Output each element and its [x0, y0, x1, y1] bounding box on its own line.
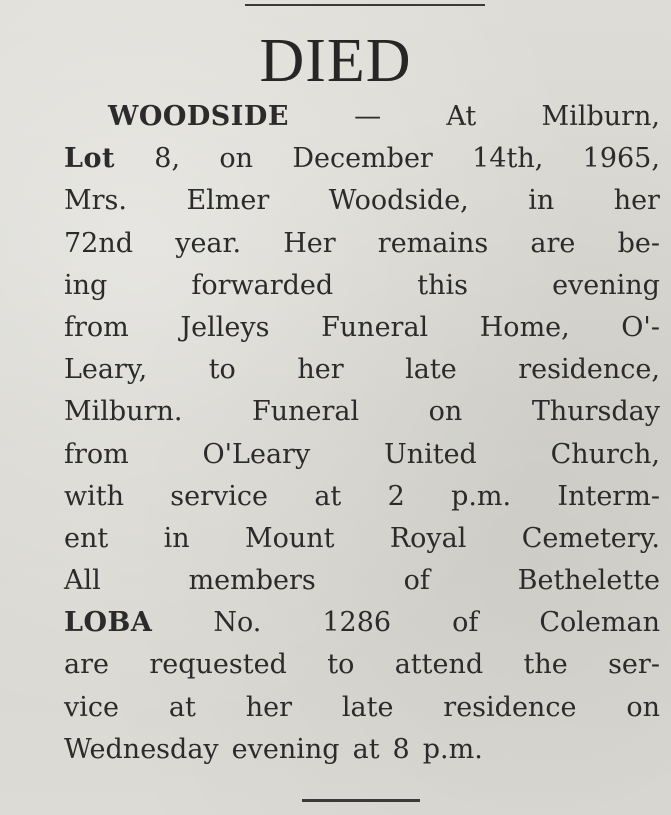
- obituary-heading: DIED: [259, 27, 412, 95]
- word: this: [417, 269, 468, 301]
- word: residence: [443, 691, 577, 723]
- text-line-10: [64, 476, 660, 518]
- word: Mount: [244, 522, 335, 554]
- word: be-: [617, 227, 660, 259]
- word: on: [626, 691, 660, 723]
- word: service: [170, 480, 269, 512]
- word: Lot: [64, 143, 115, 175]
- text-line-11: [64, 518, 660, 560]
- word: her: [297, 354, 344, 386]
- text-line-8: [64, 391, 660, 433]
- word: Thursday: [531, 396, 660, 428]
- text-line-12: [64, 560, 660, 602]
- word: requested: [149, 649, 287, 681]
- word: 14th,: [472, 143, 544, 175]
- word: At: [446, 101, 477, 132]
- word: to: [208, 354, 236, 386]
- word: Interm-: [557, 480, 660, 512]
- text-line-14: [64, 644, 660, 686]
- word: attend: [394, 649, 484, 681]
- word: Her: [283, 227, 336, 259]
- word: Mrs.: [64, 185, 127, 217]
- word: Woodside,: [328, 185, 469, 217]
- word: at: [168, 691, 196, 723]
- text-line-9: [64, 434, 660, 476]
- word: Bethelette: [517, 565, 660, 597]
- text-line-6: [64, 307, 660, 349]
- word: evening: [552, 269, 660, 301]
- word: her: [245, 691, 292, 723]
- text-line-5: [64, 265, 660, 307]
- text-line-1: [64, 96, 660, 138]
- word: at: [352, 733, 380, 765]
- word: at: [314, 480, 342, 512]
- word: residence,: [518, 354, 660, 386]
- text-line-4: [64, 223, 660, 265]
- obituary-text: [64, 96, 660, 771]
- word: Royal: [389, 522, 467, 554]
- word: Jelleys: [180, 311, 270, 343]
- word: Funeral: [321, 311, 429, 343]
- word: of: [403, 565, 430, 597]
- word: ing: [64, 269, 108, 301]
- word: evening: [231, 733, 340, 765]
- top-rule: [245, 4, 485, 6]
- word: remains: [377, 227, 489, 259]
- word: vice: [64, 691, 119, 723]
- word: ser-: [608, 649, 660, 681]
- word: p.m.: [451, 480, 512, 512]
- word: December: [292, 143, 433, 175]
- word: Leary,: [64, 354, 148, 386]
- word: WOODSIDE: [108, 101, 289, 132]
- word: Home,: [479, 311, 570, 343]
- word: Wednesday: [64, 733, 219, 765]
- word: O'-: [621, 311, 660, 343]
- text-line-2: [64, 138, 660, 180]
- word: on: [219, 143, 254, 175]
- word: LOBA: [64, 607, 153, 639]
- word: 1286: [322, 607, 392, 639]
- word: are: [530, 227, 576, 259]
- text-line-13: [64, 602, 660, 644]
- word: in: [528, 185, 555, 217]
- word: 72nd: [64, 227, 134, 259]
- word: in: [163, 522, 190, 554]
- word: late: [341, 691, 394, 723]
- word: the: [523, 649, 568, 681]
- word: are: [64, 649, 109, 681]
- word: ent: [64, 522, 109, 554]
- word: of: [452, 607, 479, 639]
- word: from: [64, 438, 129, 470]
- word: her: [613, 185, 660, 217]
- word: Cemetery.: [521, 522, 660, 554]
- word: Funeral: [251, 396, 360, 428]
- word: from: [64, 311, 129, 343]
- text-line-16: [64, 729, 660, 771]
- word: 1965,: [582, 143, 660, 175]
- word: to: [327, 649, 355, 681]
- text-line-3: [64, 180, 660, 222]
- word: p.m.: [422, 733, 483, 765]
- word: —: [354, 101, 382, 132]
- word: Church,: [550, 438, 660, 470]
- word: United: [383, 438, 477, 470]
- word: late: [405, 354, 457, 386]
- text-line-15: [64, 687, 660, 729]
- word: forwarded: [191, 269, 334, 301]
- word: Coleman: [539, 607, 660, 639]
- word: No.: [213, 607, 262, 639]
- word: All: [64, 565, 101, 597]
- word: Milburn.: [64, 396, 183, 428]
- word: year.: [175, 227, 242, 259]
- word: 8: [392, 733, 410, 765]
- word: Milburn,: [541, 101, 660, 132]
- text-line-7: [64, 349, 660, 391]
- word: with: [64, 480, 124, 512]
- word: Elmer: [186, 185, 270, 217]
- word: members: [188, 565, 316, 597]
- word: 8,: [154, 143, 181, 175]
- word: O'Leary: [202, 438, 311, 470]
- word: on: [428, 396, 463, 428]
- word: 2: [387, 480, 405, 512]
- bottom-rule: [302, 799, 420, 802]
